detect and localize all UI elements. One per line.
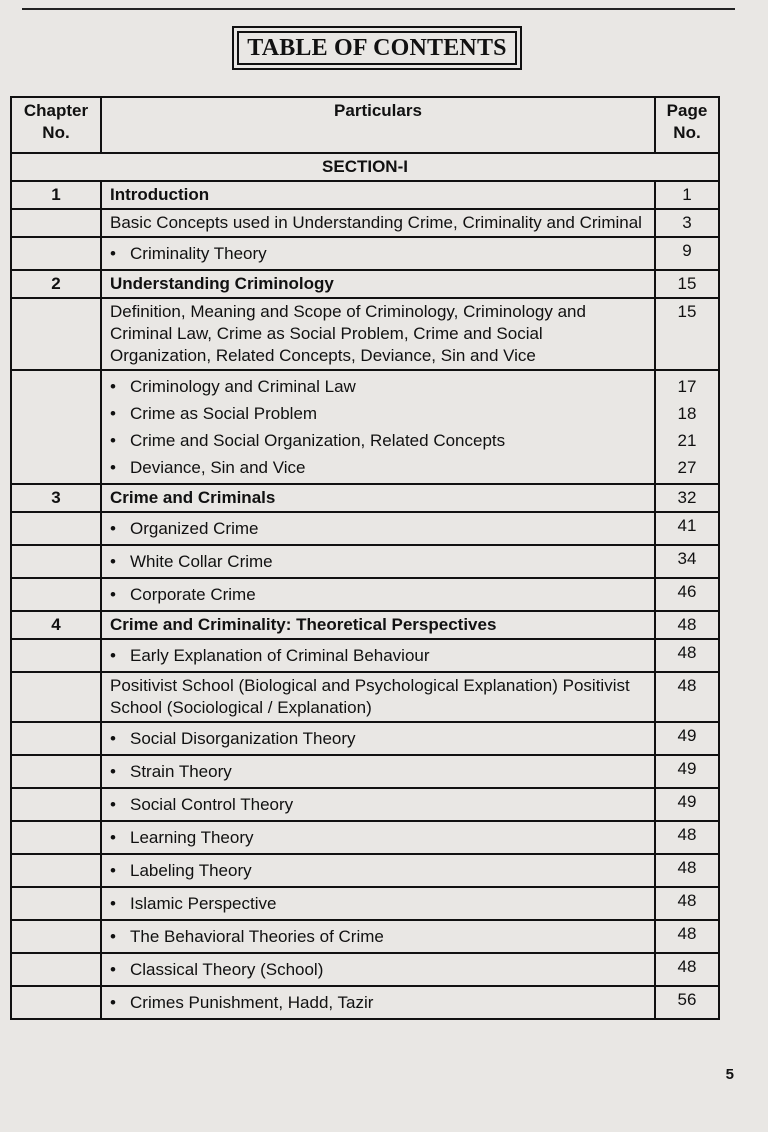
toc-entry: • White Collar Crime — [110, 548, 646, 575]
chapter-number: 4 — [11, 611, 101, 639]
toc-row — [11, 209, 719, 237]
toc-entry: • Deviance, Sin and Vice — [110, 454, 646, 481]
page-number: 49 — [655, 722, 719, 755]
toc-row — [11, 298, 719, 370]
toc-entry: • Islamic Perspective — [110, 890, 646, 917]
page-number: 48 — [655, 672, 719, 722]
chapter-row — [11, 181, 719, 209]
chapter-number: 1 — [11, 181, 101, 209]
chapter-row — [11, 270, 719, 298]
page-number: 46 — [655, 578, 719, 611]
toc-row — [11, 722, 719, 755]
page-number: 32 — [655, 484, 719, 512]
section-heading: SECTION-I — [11, 153, 719, 181]
chapter-title: Introduction — [101, 181, 655, 209]
page-number: 48 — [655, 854, 719, 887]
toc-row — [11, 237, 719, 270]
toc-table — [10, 96, 720, 1020]
page-number: 48 — [655, 639, 719, 672]
toc-row — [11, 854, 719, 887]
chapter-number: 2 — [11, 270, 101, 298]
chapter-title: Crime and Criminality: Theoretical Perspectives — [101, 611, 655, 639]
page-title: TABLE OF CONTENTS — [237, 31, 517, 65]
header-row — [11, 97, 719, 153]
chapter-title: Crime and Criminals — [101, 484, 655, 512]
page-number: 48 — [655, 821, 719, 854]
page-number: 48 — [655, 953, 719, 986]
chapter-header: Chapter No. — [11, 97, 101, 153]
toc-entry: Definition, Meaning and Scope of Criminology, Criminology and Criminal Law, Crime as Social Problem, Crime and Social Organization, Related Concepts, Deviance, Sin and Vice — [101, 298, 655, 370]
particulars-header: Particulars — [101, 97, 655, 153]
toc-entry: • Learning Theory — [110, 824, 646, 851]
toc-row — [11, 578, 719, 611]
page-number: 56 — [655, 986, 719, 1019]
chapter-title: Understanding Criminology — [101, 270, 655, 298]
toc-entry: • Criminality Theory — [110, 240, 646, 267]
toc-entry: • Labeling Theory — [110, 857, 646, 884]
page-footer-number: 5 — [725, 1066, 734, 1083]
chapter-row — [11, 611, 719, 639]
page-number: 34 — [655, 545, 719, 578]
page-number: 15 — [655, 298, 719, 370]
toc-entry: Positivist School (Biological and Psychological Explanation) Positivist School (Sociological / Explanation) — [101, 672, 655, 722]
toc-entry: • Classical Theory (School) — [110, 956, 646, 983]
page-number: 17 — [677, 377, 697, 396]
page-number: 9 — [655, 237, 719, 270]
toc-entry: • Criminology and Criminal Law — [110, 373, 646, 400]
top-rule — [22, 8, 735, 10]
toc-entry: • Early Explanation of Criminal Behaviour — [110, 642, 646, 669]
toc-row — [11, 821, 719, 854]
toc-entry: • Crimes Punishment, Hadd, Tazir — [110, 989, 646, 1016]
toc-row — [11, 639, 719, 672]
toc-entry: • Strain Theory — [110, 758, 646, 785]
toc-entry: Basic Concepts used in Understanding Crime, Criminality and Criminal — [101, 209, 655, 237]
toc-row — [11, 370, 719, 484]
page-header: Page No. — [655, 97, 719, 153]
page-number: 3 — [655, 209, 719, 237]
page-number: 18 — [677, 404, 697, 423]
page-number: 27 — [677, 458, 697, 477]
toc-row — [11, 953, 719, 986]
toc-row — [11, 788, 719, 821]
chapter-row — [11, 484, 719, 512]
toc-row — [11, 887, 719, 920]
toc-row — [11, 986, 719, 1019]
toc-row — [11, 920, 719, 953]
page-number: 49 — [655, 788, 719, 821]
toc-row — [11, 755, 719, 788]
chapter-number: 3 — [11, 484, 101, 512]
toc-entry: • The Behavioral Theories of Crime — [110, 923, 646, 950]
toc-entry: • Social Control Theory — [110, 791, 646, 818]
page-number: 48 — [655, 920, 719, 953]
page-number: 1 — [655, 181, 719, 209]
page-number: 48 — [655, 887, 719, 920]
toc-entry: • Crime and Social Organization, Related Concepts — [110, 427, 646, 454]
toc-entry: • Organized Crime — [110, 515, 646, 542]
toc-row — [11, 545, 719, 578]
section-row — [11, 153, 719, 181]
toc-entry: • Social Disorganization Theory — [110, 725, 646, 752]
title-box — [232, 26, 522, 70]
page-number: 41 — [655, 512, 719, 545]
page-number: 48 — [655, 611, 719, 639]
page-number: 15 — [655, 270, 719, 298]
toc-row — [11, 672, 719, 722]
toc-row — [11, 512, 719, 545]
toc-entry: • Crime as Social Problem — [110, 400, 646, 427]
page-number: 21 — [677, 431, 697, 450]
toc-entry: • Corporate Crime — [110, 581, 646, 608]
page-number: 49 — [655, 755, 719, 788]
